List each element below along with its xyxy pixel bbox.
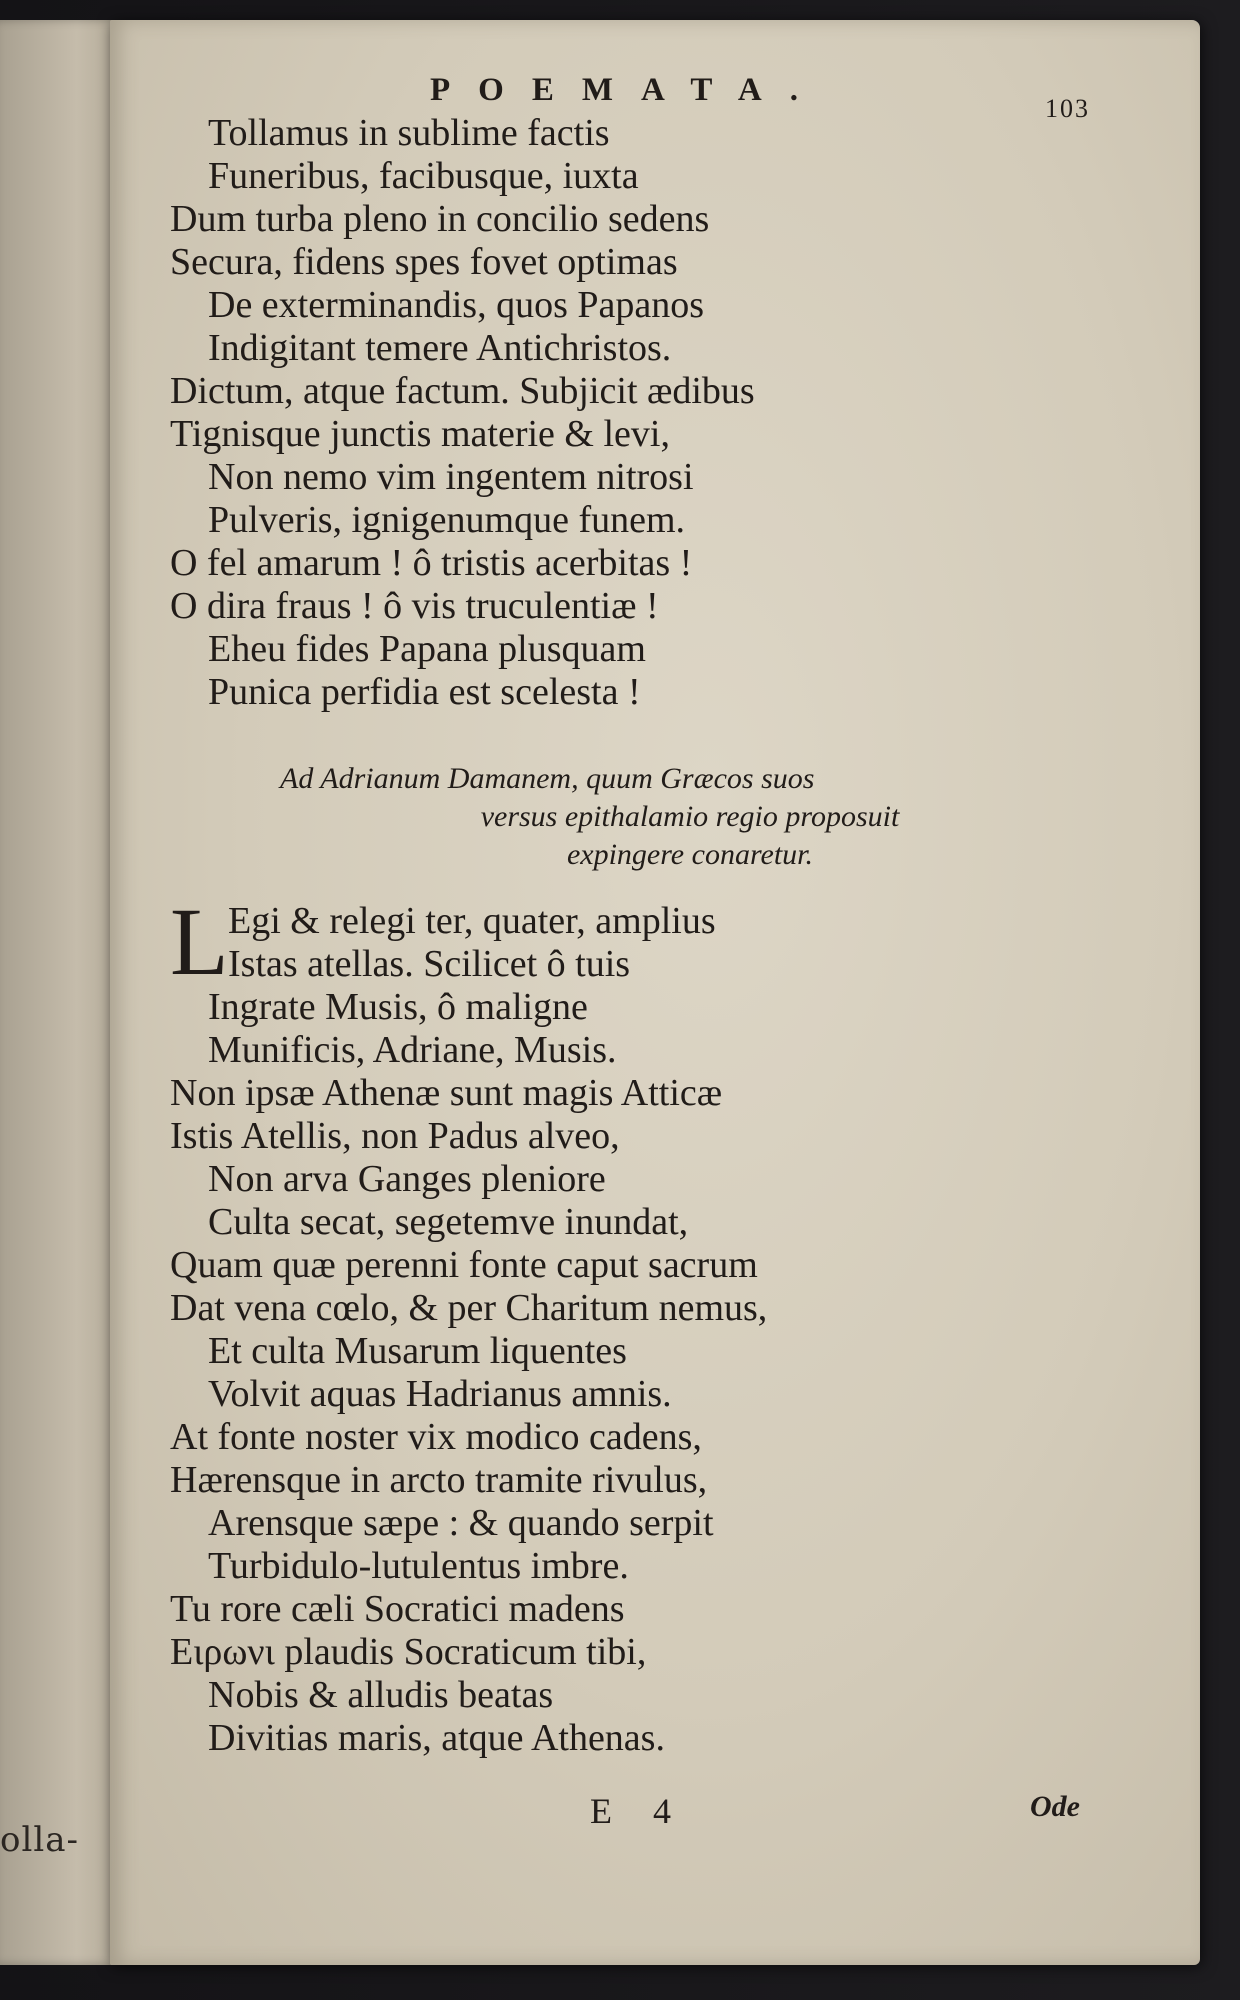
poem-2-title	[270, 760, 1110, 874]
poem-line: Tu rore cæli Socratici madens	[170, 1588, 625, 1630]
poem-line: Tollamus in sublime factis	[208, 112, 610, 154]
poem-line: Ingrate Musis, ô maligne	[208, 986, 588, 1028]
poem-2-title-line: Ad Adrianum Damanem, quum Græcos suos	[280, 762, 815, 795]
poem-line: Funeribus, facibusque, iuxta	[208, 155, 639, 197]
poem-1-body	[170, 112, 1070, 714]
poem-line: Non nemo vim ingentem nitrosi	[208, 456, 694, 498]
poem-line: Istas atellas. Scilicet ô tuis	[228, 943, 631, 985]
poem-line: Culta secat, segetemve inundat,	[208, 1201, 689, 1243]
poem-line: Volvit aquas Hadrianus amnis.	[208, 1373, 672, 1415]
poem-line: Munificis, Adriane, Musis.	[208, 1029, 617, 1071]
previous-page-catchword: olla-	[0, 1820, 79, 1860]
poem-line: Arensque sæpe : & quando serpit	[208, 1502, 714, 1544]
poem-line: At fonte noster vix modico cadens,	[170, 1416, 702, 1458]
poem-line: O dira fraus ! ô vis truculentiæ !	[170, 585, 659, 627]
poem-line: Punica perfidia est scelesta !	[208, 671, 641, 713]
poem-line: Quam quæ perenni fonte caput sacrum	[170, 1244, 758, 1286]
poem-line: Turbidulo-lutulentus imbre.	[208, 1545, 629, 1587]
poem-line: Dum turba pleno in concilio sedens	[170, 198, 710, 240]
poem-line-text: Egi & relegi ter, quater, amplius	[228, 900, 716, 942]
poem-line: O fel amarum ! ô tristis acerbitas !	[170, 542, 693, 584]
catchword: Ode	[1030, 1790, 1080, 1823]
poem-line: Tignisque junctis materie & levi,	[170, 413, 670, 455]
poem-line: Indigitant temere Antichristos.	[208, 327, 672, 369]
previous-page-edge	[0, 20, 128, 1965]
poem-line: Non ipsæ Athenæ sunt magis Atticæ	[170, 1072, 723, 1114]
drop-cap-initial: L	[170, 888, 229, 995]
poem-line: Istis Atellis, non Padus alveo,	[170, 1115, 620, 1157]
poem-line: Eheu fides Papana plusquam	[208, 628, 646, 670]
page-number: 103	[1045, 94, 1090, 123]
poem-2-title-line: versus epithalamio regio proposuit	[480, 800, 900, 833]
poem-line: Et culta Musarum liquentes	[208, 1330, 627, 1372]
signature-mark: E 4	[590, 1791, 687, 1831]
poem-line: Pulveris, ignigenumque funem.	[208, 499, 686, 541]
poem-line: Divitias maris, atque Athenas.	[208, 1717, 665, 1759]
poem-line: Dictum, atque factum. Subjicit ædibus	[170, 370, 755, 412]
poem-line: Dat vena cœlo, & per Charitum nemus,	[170, 1287, 768, 1329]
poem-line: De exterminandis, quos Papanos	[208, 284, 705, 326]
book-page	[110, 20, 1200, 1965]
poem-2-body	[170, 888, 1070, 1760]
poem-line: Non arva Ganges pleniore	[208, 1158, 606, 1200]
poem-line: Secura, fidens spes fovet optimas	[170, 241, 678, 283]
poem-2-title-line: expingere conaretur.	[566, 838, 814, 871]
poem-line: Hærensque in arcto tramite rivulus,	[170, 1459, 708, 1501]
poem-line: Nobis & alludis beatas	[208, 1674, 554, 1716]
running-head: POEMATA.	[430, 72, 827, 108]
poem-line: Ειρωνι plaudis Socraticum tibi,	[170, 1631, 647, 1673]
